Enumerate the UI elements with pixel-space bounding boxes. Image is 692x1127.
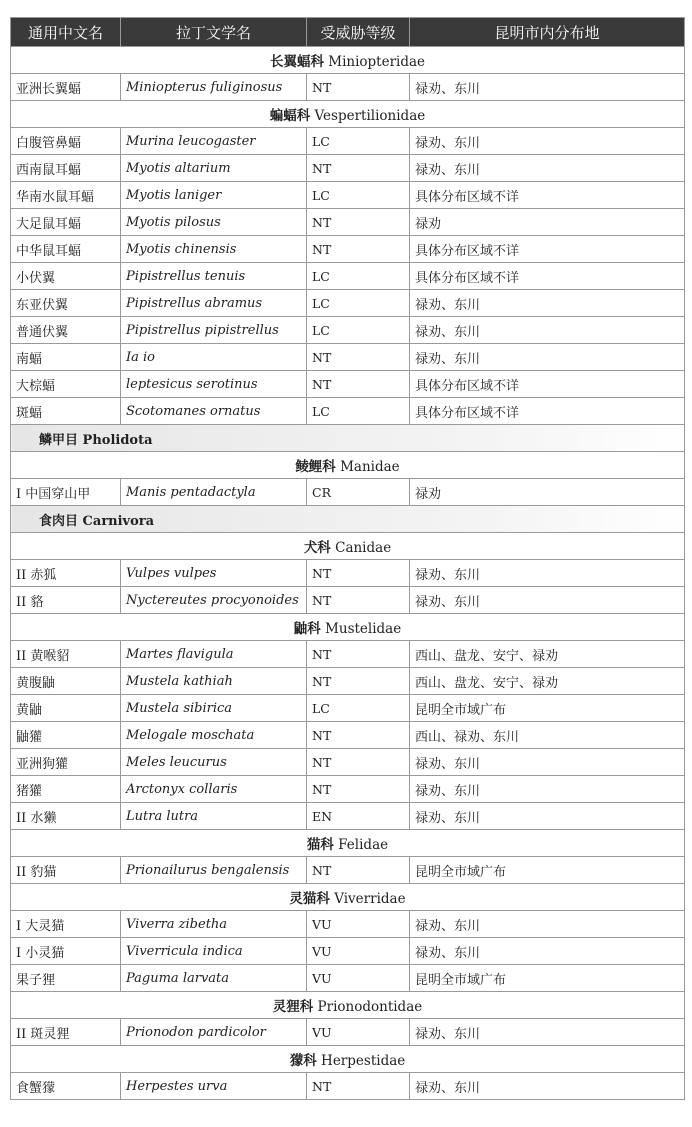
cell-latin-name: Myotis laniger [121, 182, 307, 209]
cell-common-name: II 赤狐 [11, 560, 121, 587]
cell-threat-level: NT [307, 749, 410, 776]
heading-latin-name: Felidae [338, 837, 389, 853]
heading-latin-name: Carnivora [82, 513, 155, 529]
cell-latin-name: Vulpes vulpes [121, 560, 307, 587]
cell-threat-level: CR [307, 479, 410, 506]
cell-common-name: II 水獭 [11, 803, 121, 830]
cell-threat-level: VU [307, 911, 410, 938]
cell-distribution: 西山、盘龙、安宁、禄劝 [410, 668, 685, 695]
table-row [11, 290, 685, 317]
family-heading [11, 533, 685, 560]
cell-common-name: 中华鼠耳蝠 [11, 236, 121, 263]
cell-threat-level: EN [307, 803, 410, 830]
cell-threat-level: NT [307, 641, 410, 668]
cell-common-name: 华南水鼠耳蝠 [11, 182, 121, 209]
heading-chinese-name: 食肉目 [39, 513, 79, 529]
cell-latin-name: Prionailurus bengalensis [121, 857, 307, 884]
cell-distribution: 具体分布区域不详 [410, 236, 685, 263]
cell-common-name: 大棕蝠 [11, 371, 121, 398]
heading-latin-name: Herpestidae [321, 1053, 406, 1069]
cell-distribution: 昆明全市域广布 [410, 965, 685, 992]
heading-latin-name: Prionodontidae [317, 999, 423, 1015]
cell-distribution: 禄劝、东川 [410, 155, 685, 182]
cell-latin-name: Martes flavigula [121, 641, 307, 668]
cell-latin-name: Viverricula indica [121, 938, 307, 965]
cell-distribution: 禄劝、东川 [410, 344, 685, 371]
cell-distribution: 禄劝 [410, 209, 685, 236]
cell-threat-level: LC [307, 695, 410, 722]
order-heading [11, 506, 685, 533]
cell-common-name: 大足鼠耳蝠 [11, 209, 121, 236]
species-table [10, 17, 685, 1100]
family-heading [11, 452, 685, 479]
family-heading-row [11, 614, 685, 641]
table-row [11, 560, 685, 587]
family-heading [11, 101, 685, 128]
cell-threat-level: LC [307, 290, 410, 317]
cell-threat-level: NT [307, 560, 410, 587]
cell-threat-level: NT [307, 722, 410, 749]
table-row [11, 722, 685, 749]
table-row [11, 128, 685, 155]
cell-common-name: 普通伏翼 [11, 317, 121, 344]
heading-latin-name: Mustelidae [325, 621, 402, 637]
cell-threat-level: NT [307, 74, 410, 101]
cell-threat-level: VU [307, 938, 410, 965]
cell-common-name: I 中国穿山甲 [11, 479, 121, 506]
table-row [11, 641, 685, 668]
cell-latin-name: Scotomanes ornatus [121, 398, 307, 425]
table-row [11, 857, 685, 884]
cell-threat-level: LC [307, 398, 410, 425]
cell-distribution: 禄劝、东川 [410, 74, 685, 101]
cell-distribution: 禄劝、东川 [410, 1073, 685, 1100]
cell-latin-name: Pipistrellus abramus [121, 290, 307, 317]
cell-common-name: 西南鼠耳蝠 [11, 155, 121, 182]
cell-threat-level: NT [307, 1073, 410, 1100]
table-header-row [11, 18, 685, 47]
heading-chinese-name: 鳞甲目 [39, 432, 79, 448]
family-heading-row [11, 830, 685, 857]
table-row [11, 695, 685, 722]
table-row [11, 938, 685, 965]
cell-latin-name: Nyctereutes procyonoides [121, 587, 307, 614]
cell-common-name: II 豹猫 [11, 857, 121, 884]
cell-latin-name: leptesicus serotinus [121, 371, 307, 398]
cell-common-name: 南蝠 [11, 344, 121, 371]
table-row [11, 587, 685, 614]
cell-latin-name: Meles leucurus [121, 749, 307, 776]
cell-common-name: 食蟹獴 [11, 1073, 121, 1100]
cell-threat-level: VU [307, 1019, 410, 1046]
cell-latin-name: Ia io [121, 344, 307, 371]
cell-common-name: 亚洲狗獾 [11, 749, 121, 776]
order-heading [11, 425, 685, 452]
table-row [11, 182, 685, 209]
cell-threat-level: NT [307, 371, 410, 398]
cell-distribution: 禄劝、东川 [410, 911, 685, 938]
table-row [11, 263, 685, 290]
heading-chinese-name: 灵狸科 [272, 999, 314, 1015]
heading-latin-name: Manidae [340, 459, 400, 475]
family-heading-row [11, 452, 685, 479]
cell-common-name: 白腹管鼻蝠 [11, 128, 121, 155]
heading-chinese-name: 蝙蝠科 [269, 108, 311, 124]
cell-common-name: II 貉 [11, 587, 121, 614]
family-heading-row [11, 533, 685, 560]
cell-distribution: 禄劝、东川 [410, 128, 685, 155]
table-row [11, 155, 685, 182]
cell-latin-name: Myotis pilosus [121, 209, 307, 236]
cell-threat-level: NT [307, 155, 410, 182]
cell-common-name: 亚洲长翼蝠 [11, 74, 121, 101]
table-row [11, 668, 685, 695]
cell-threat-level: NT [307, 668, 410, 695]
cell-threat-level: LC [307, 182, 410, 209]
family-heading [11, 884, 685, 911]
table-row [11, 344, 685, 371]
cell-threat-level: NT [307, 857, 410, 884]
table-row [11, 1073, 685, 1100]
family-heading [11, 1046, 685, 1073]
cell-distribution: 具体分布区域不详 [410, 398, 685, 425]
family-heading [11, 614, 685, 641]
cell-threat-level: NT [307, 209, 410, 236]
table-row [11, 965, 685, 992]
cell-latin-name: Mustela kathiah [121, 668, 307, 695]
order-heading-row [11, 425, 685, 452]
family-heading-row [11, 884, 685, 911]
cell-distribution: 禄劝、东川 [410, 290, 685, 317]
heading-latin-name: Canidae [335, 540, 392, 556]
column-header-common-name: 通用中文名 [11, 18, 121, 47]
cell-threat-level: NT [307, 776, 410, 803]
cell-distribution: 西山、禄劝、东川 [410, 722, 685, 749]
family-heading-row [11, 101, 685, 128]
cell-threat-level: VU [307, 965, 410, 992]
cell-common-name: 果子狸 [11, 965, 121, 992]
family-heading-row [11, 992, 685, 1019]
cell-distribution: 具体分布区域不详 [410, 182, 685, 209]
cell-distribution: 昆明全市域广布 [410, 857, 685, 884]
table-row [11, 317, 685, 344]
table-row [11, 398, 685, 425]
cell-common-name: II 黄喉貂 [11, 641, 121, 668]
family-heading [11, 830, 685, 857]
cell-latin-name: Myotis altarium [121, 155, 307, 182]
column-header-threat-level: 受威胁等级 [307, 18, 410, 47]
heading-chinese-name: 犬科 [303, 540, 331, 556]
heading-latin-name: Miniopteridae [328, 54, 426, 70]
cell-latin-name: Melogale moschata [121, 722, 307, 749]
family-heading [11, 47, 685, 74]
table-row [11, 911, 685, 938]
cell-common-name: II 斑灵狸 [11, 1019, 121, 1046]
cell-common-name: 鼬獾 [11, 722, 121, 749]
cell-distribution: 昆明全市域广布 [410, 695, 685, 722]
heading-chinese-name: 鼬科 [293, 621, 321, 637]
cell-latin-name: Pipistrellus tenuis [121, 263, 307, 290]
cell-common-name: 黄腹鼬 [11, 668, 121, 695]
order-heading-row [11, 506, 685, 533]
family-heading-row [11, 1046, 685, 1073]
table-row [11, 1019, 685, 1046]
table-row [11, 803, 685, 830]
heading-chinese-name: 鲮鲤科 [295, 459, 336, 475]
column-header-latin-name: 拉丁文学名 [121, 18, 307, 47]
table-row [11, 776, 685, 803]
column-header-distribution: 昆明市内分布地 [410, 18, 685, 47]
cell-latin-name: Prionodon pardicolor [121, 1019, 307, 1046]
cell-latin-name: Arctonyx collaris [121, 776, 307, 803]
cell-latin-name: Miniopterus fuliginosus [121, 74, 307, 101]
cell-latin-name: Paguma larvata [121, 965, 307, 992]
table-row [11, 74, 685, 101]
heading-chinese-name: 猫科 [306, 837, 334, 853]
table-row [11, 209, 685, 236]
cell-common-name: 猪獾 [11, 776, 121, 803]
heading-chinese-name: 长翼蝠科 [269, 54, 324, 70]
cell-common-name: 斑蝠 [11, 398, 121, 425]
cell-latin-name: Manis pentadactyla [121, 479, 307, 506]
cell-latin-name: Pipistrellus pipistrellus [121, 317, 307, 344]
cell-threat-level: LC [307, 263, 410, 290]
heading-latin-name: Pholidota [82, 432, 153, 448]
table-row [11, 236, 685, 263]
table-body [11, 47, 685, 1100]
cell-threat-level: NT [307, 236, 410, 263]
cell-common-name: 小伏翼 [11, 263, 121, 290]
cell-distribution: 禄劝、东川 [410, 1019, 685, 1046]
family-heading [11, 992, 685, 1019]
cell-distribution: 禄劝、东川 [410, 803, 685, 830]
heading-chinese-name: 灵猫科 [289, 891, 330, 907]
cell-latin-name: Herpestes urva [121, 1073, 307, 1100]
cell-common-name: I 小灵猫 [11, 938, 121, 965]
heading-latin-name: Viverridae [334, 891, 406, 907]
cell-distribution: 禄劝、东川 [410, 776, 685, 803]
cell-latin-name: Mustela sibirica [121, 695, 307, 722]
cell-common-name: I 大灵猫 [11, 911, 121, 938]
cell-threat-level: NT [307, 344, 410, 371]
cell-latin-name: Viverra zibetha [121, 911, 307, 938]
cell-distribution: 禄劝、东川 [410, 587, 685, 614]
table-row [11, 479, 685, 506]
cell-latin-name: Murina leucogaster [121, 128, 307, 155]
cell-distribution: 禄劝、东川 [410, 317, 685, 344]
cell-latin-name: Myotis chinensis [121, 236, 307, 263]
cell-latin-name: Lutra lutra [121, 803, 307, 830]
cell-distribution: 禄劝、东川 [410, 560, 685, 587]
cell-distribution: 禄劝、东川 [410, 749, 685, 776]
table-row [11, 371, 685, 398]
cell-distribution: 禄劝、东川 [410, 938, 685, 965]
heading-chinese-name: 獴科 [289, 1053, 317, 1069]
cell-threat-level: LC [307, 128, 410, 155]
family-heading-row [11, 47, 685, 74]
cell-threat-level: LC [307, 317, 410, 344]
cell-distribution: 西山、盘龙、安宁、禄劝 [410, 641, 685, 668]
cell-distribution: 禄劝 [410, 479, 685, 506]
heading-latin-name: Vespertilionidae [314, 108, 426, 124]
cell-common-name: 黄鼬 [11, 695, 121, 722]
cell-distribution: 具体分布区域不详 [410, 263, 685, 290]
cell-distribution: 具体分布区域不详 [410, 371, 685, 398]
cell-common-name: 东亚伏翼 [11, 290, 121, 317]
table-row [11, 749, 685, 776]
cell-threat-level: NT [307, 587, 410, 614]
